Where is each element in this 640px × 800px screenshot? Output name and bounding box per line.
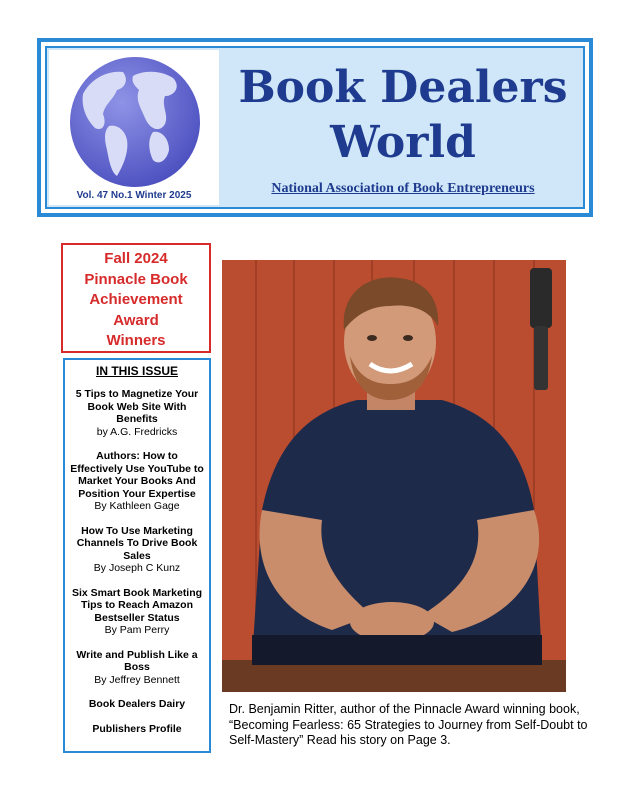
cover-photo <box>222 260 566 692</box>
award-box <box>61 243 211 353</box>
article-author: By Pam Perry <box>104 624 170 636</box>
article-entry <box>69 723 205 736</box>
article-author: by A.G. Fredricks <box>96 425 178 438</box>
globe-panel <box>49 50 219 205</box>
masthead <box>37 38 593 217</box>
masthead-panel <box>45 46 585 209</box>
article-author: By Kathleen Gage <box>94 500 180 512</box>
title-line: World <box>330 117 476 168</box>
award-line: Achievement <box>89 291 183 308</box>
photo-caption: Dr. Benjamin Ritter, author of the Pinnacle Award winning book, “Becoming Fearless: 65 Strategies to Journey from Self-Doubt to Self-Mastery” Read his story on Page 3. <box>229 702 588 747</box>
article-title: 5 Tips to Magnetize Your Book Web Site With Benefits <box>75 388 199 425</box>
article-title: Publishers Profile <box>92 722 182 735</box>
article-title: Book Dealers Dairy <box>88 698 186 710</box>
article-title: Authors: How to Effectively Use YouTube to Market Your Books And Position Your Expertise <box>70 450 204 500</box>
contents-heading: IN THIS ISSUE <box>95 364 178 378</box>
article-title: How To Use Marketing Channels To Drive Book Sales <box>76 524 198 562</box>
article-entry <box>69 587 205 637</box>
article-author: By Jeffrey Bennett <box>94 673 180 686</box>
title-line: Book Dealers <box>238 62 568 113</box>
author-portrait-image <box>222 260 566 692</box>
award-line: Pinnacle Book <box>84 270 188 288</box>
award-line: Award <box>113 311 159 329</box>
article-entry <box>69 698 205 711</box>
article-entry <box>69 388 205 438</box>
article-title: Six Smart Book Marketing Tips to Reach Amazon Bestseller Status <box>71 586 203 624</box>
award-line: Fall 2024 <box>104 250 168 267</box>
volume-label: Vol. 47 No.1 Winter 2025 <box>76 190 192 201</box>
article-author: By Joseph C Kunz <box>93 562 181 574</box>
magazine-subtitle: National Association of Book Entrepreneurs <box>271 181 535 196</box>
contents-box <box>63 358 211 753</box>
globe-icon <box>69 56 201 188</box>
magazine-title <box>223 60 583 170</box>
article-entry <box>69 525 205 575</box>
article-entry <box>69 450 205 513</box>
article-title: Write and Publish Like a Boss <box>76 648 198 673</box>
article-entry <box>69 649 205 687</box>
award-line: Winners <box>106 332 166 349</box>
